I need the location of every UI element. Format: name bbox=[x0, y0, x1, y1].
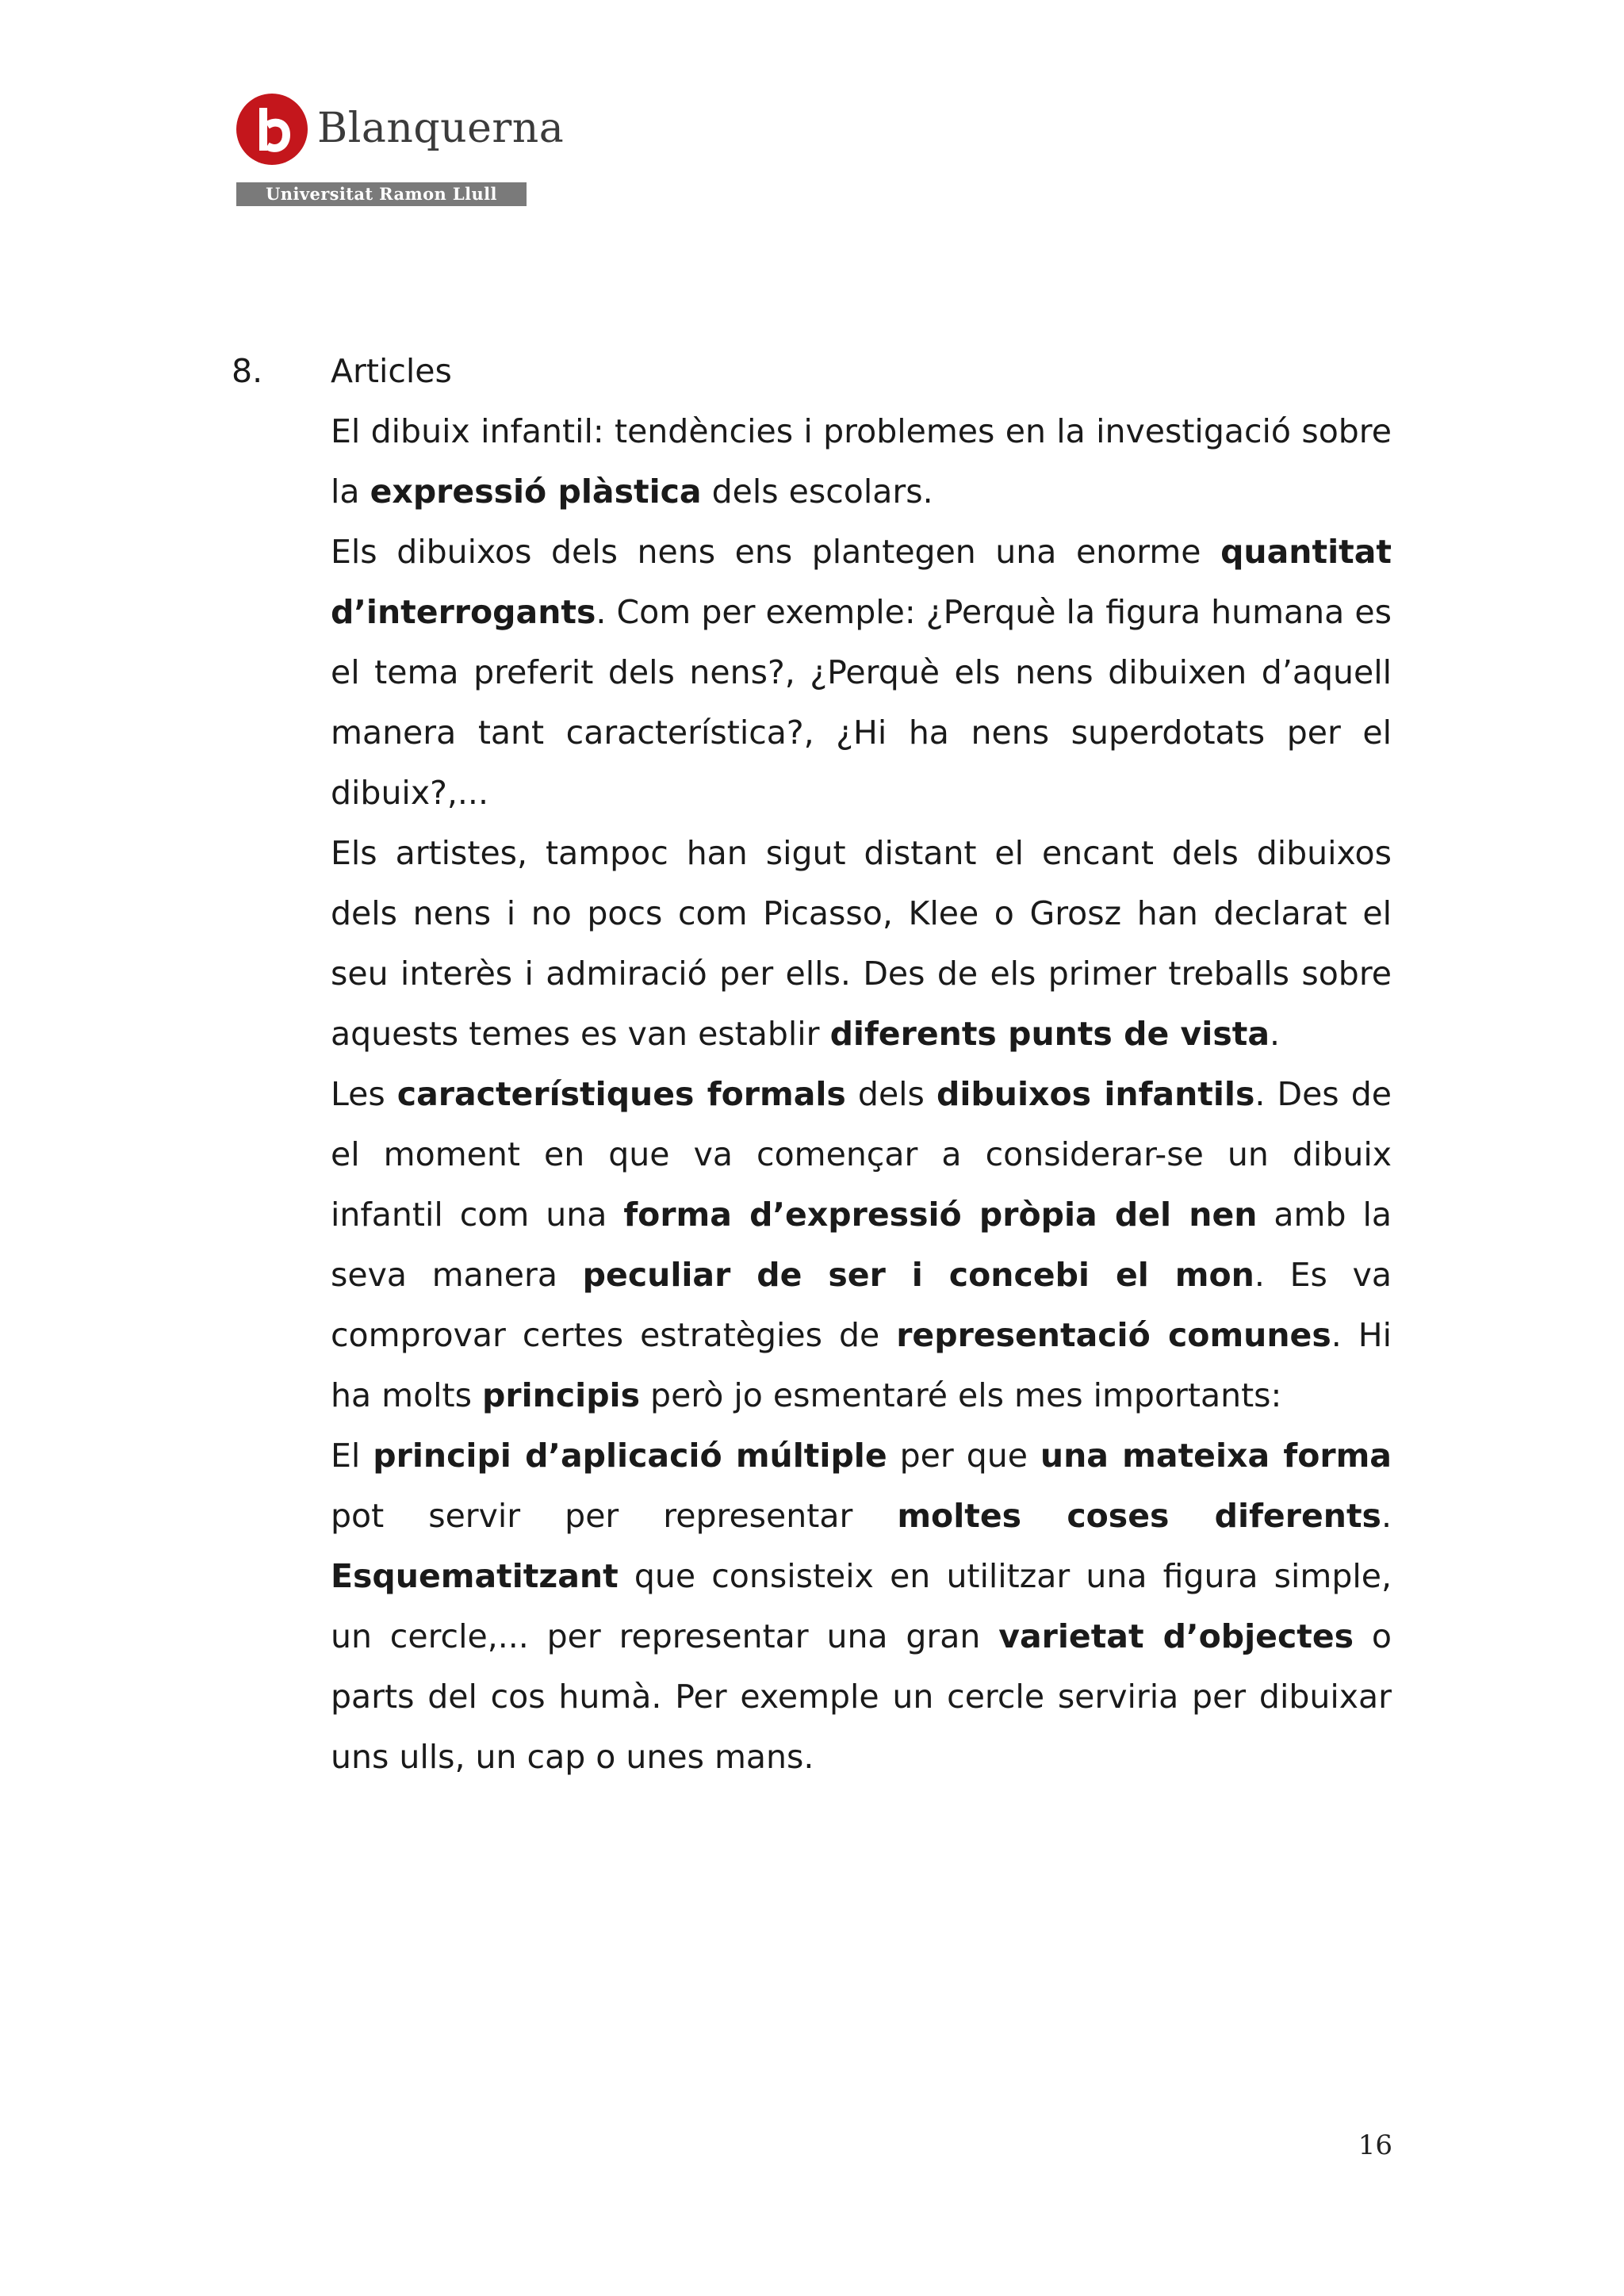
text-run: El bbox=[331, 1437, 373, 1475]
text-run: Els artistes, tampoc han sigut distant el encant dels dibuixos dels nens i no pocs com Picasso, Klee o Grosz han declarat el seu interès i admiració per ells. Des de els primer treballs sobre aquests temes es van establir bbox=[331, 834, 1392, 1053]
logo-subtitle: Universitat Ramon Llull bbox=[236, 182, 527, 206]
text-run: dels escolars. bbox=[701, 473, 933, 511]
blanquerna-logo bbox=[236, 94, 565, 212]
text-run: amb la seva manera bbox=[331, 1196, 1392, 1294]
bold-text: principi d’aplicació múltiple bbox=[373, 1437, 887, 1475]
logo-name: Blanquerna bbox=[317, 105, 565, 152]
text-run: o parts del cos humà. Per exemple un cercle serviria per dibuixar uns ulls, un cap o unes mans. bbox=[331, 1617, 1392, 1776]
text-run: Les bbox=[331, 1075, 397, 1113]
paragraph bbox=[331, 1425, 1392, 1787]
bold-text: quantitat d’interrogants bbox=[331, 533, 1392, 631]
text-run: Els dibuixos dels nens ens plantegen una enorme bbox=[331, 533, 1221, 571]
page-number: 16 bbox=[1358, 2130, 1392, 2161]
bold-text: diferents punts de vista bbox=[829, 1015, 1270, 1053]
text-run: . Hi ha molts bbox=[331, 1316, 1392, 1414]
text-run: que consisteix en utilitzar una figura simple, un cercle,... per representar una gran bbox=[331, 1557, 1392, 1655]
text-run: pot servir per representar bbox=[331, 1497, 898, 1535]
text-run: però jo esmentaré els mes importants: bbox=[640, 1376, 1282, 1414]
bold-text: expressió plàstica bbox=[370, 473, 702, 511]
text-run: . Com per exemple: ¿Perquè la figura humana es el tema preferit dels nens?, ¿Perquè els nens dibuixen d’aquell manera tant característica?, ¿Hi ha nens superdotats per el dibuix?,... bbox=[331, 593, 1392, 812]
paragraph bbox=[331, 401, 1392, 522]
text-run: . bbox=[1269, 1015, 1281, 1053]
paragraph bbox=[331, 1064, 1392, 1425]
text-run: per que bbox=[887, 1437, 1040, 1475]
text-run: dels bbox=[845, 1075, 937, 1113]
paragraph bbox=[331, 823, 1392, 1064]
bold-text: forma d’expressió pròpia del nen bbox=[623, 1196, 1258, 1234]
blanquerna-logo-icon bbox=[236, 94, 308, 165]
section-title: Articles bbox=[331, 352, 452, 390]
bold-text: dibuixos infantils bbox=[936, 1075, 1255, 1113]
bold-text: varietat d’objectes bbox=[998, 1617, 1354, 1655]
bold-text: Esquematitzant bbox=[331, 1557, 619, 1595]
paragraph bbox=[331, 522, 1392, 823]
body-text bbox=[331, 401, 1392, 1787]
text-run: El dibuix infantil: tendències i problemes en la investigació sobre la bbox=[331, 412, 1392, 511]
bold-text: una mateixa forma bbox=[1040, 1437, 1392, 1475]
text-run: . Des de el moment en que va començar a considerar-se un dibuix infantil com una bbox=[331, 1075, 1392, 1234]
bold-text: representació comunes bbox=[896, 1316, 1331, 1354]
text-run: . bbox=[1381, 1497, 1392, 1535]
bold-text: moltes coses diferents bbox=[897, 1497, 1381, 1535]
bold-text: peculiar de ser i concebi el mon bbox=[582, 1256, 1254, 1294]
bold-text: principis bbox=[482, 1376, 641, 1414]
text-run: . Es va comprovar certes estratègies de bbox=[331, 1256, 1392, 1354]
bold-text: característiques formals bbox=[396, 1075, 846, 1113]
section-number: 8. bbox=[232, 352, 263, 390]
